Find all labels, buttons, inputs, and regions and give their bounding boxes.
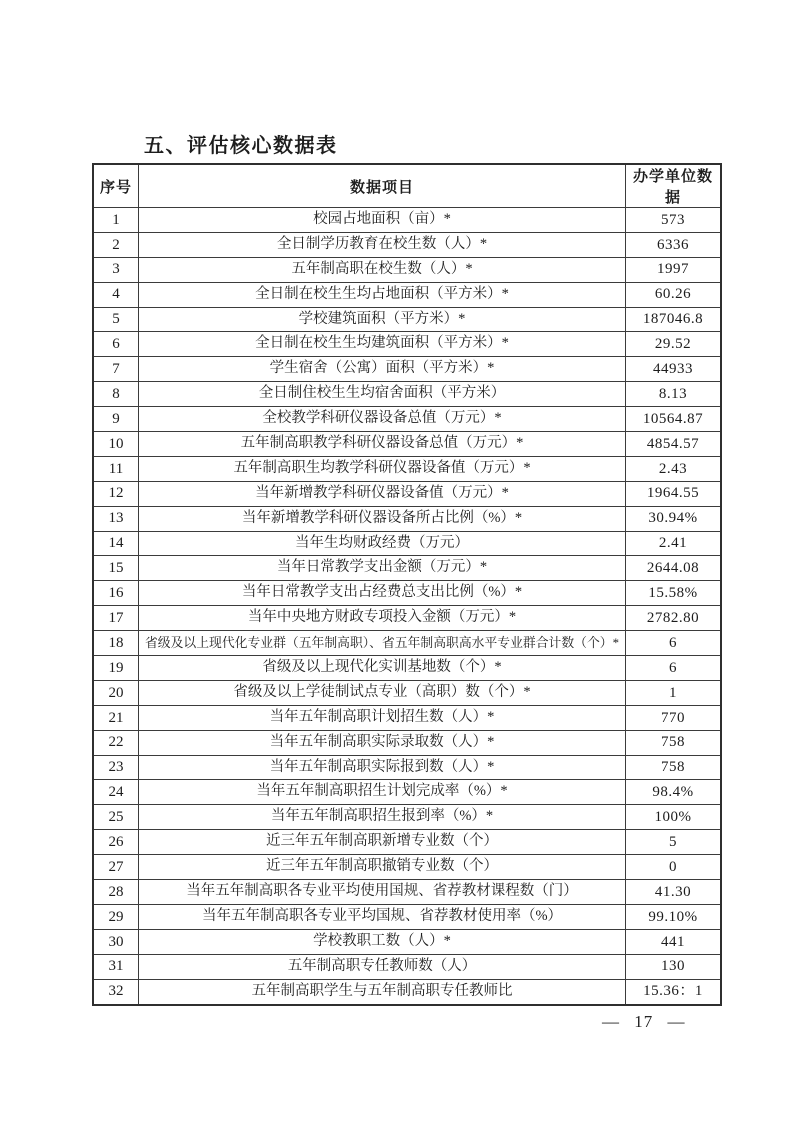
table-row	[93, 556, 721, 581]
row-value: 1	[626, 680, 722, 705]
row-item: 五年制高职在校生数（人）*	[139, 257, 626, 282]
row-value: 5	[626, 830, 722, 855]
row-value: 1997	[626, 257, 722, 282]
row-value: 100%	[626, 805, 722, 830]
table-row	[93, 880, 721, 905]
table-row	[93, 407, 721, 432]
row-number: 1	[93, 208, 139, 233]
table-row	[93, 357, 721, 382]
row-number: 9	[93, 407, 139, 432]
row-item: 当年新增教学科研仪器设备所占比例（%）*	[139, 506, 626, 531]
row-number: 30	[93, 929, 139, 954]
row-item: 当年五年制高职实际报到数（人）*	[139, 755, 626, 780]
row-item: 当年生均财政经费（万元）	[139, 531, 626, 556]
row-number: 13	[93, 506, 139, 531]
row-number: 25	[93, 805, 139, 830]
row-item: 省级及以上现代化专业群（五年制高职）、省五年制高职高水平专业群合计数（个）*	[139, 631, 626, 656]
table-row	[93, 755, 721, 780]
row-value: 41.30	[626, 880, 722, 905]
row-number: 17	[93, 606, 139, 631]
table-row	[93, 481, 721, 506]
row-number: 20	[93, 680, 139, 705]
table-row	[93, 382, 721, 407]
row-item: 当年新增教学科研仪器设备值（万元）*	[139, 481, 626, 506]
table-row	[93, 954, 721, 979]
row-item: 学校建筑面积（平方米）*	[139, 307, 626, 332]
row-value: 6336	[626, 232, 722, 257]
table-row	[93, 631, 721, 656]
row-number: 16	[93, 581, 139, 606]
row-number: 26	[93, 830, 139, 855]
row-number: 6	[93, 332, 139, 357]
row-item: 五年制高职教学科研仪器设备总值（万元）*	[139, 432, 626, 457]
row-value: 2.41	[626, 531, 722, 556]
row-number: 23	[93, 755, 139, 780]
table-row	[93, 432, 721, 457]
row-item: 省级及以上学徒制试点专业（高职）数（个）*	[139, 680, 626, 705]
page-number: — 17 —	[602, 1012, 686, 1031]
row-number: 15	[93, 556, 139, 581]
row-value: 30.94%	[626, 506, 722, 531]
row-item: 五年制高职专任教师数（人）	[139, 954, 626, 979]
table-row	[93, 332, 721, 357]
table-row	[93, 805, 721, 830]
row-item: 学校教职工数（人）*	[139, 929, 626, 954]
row-value: 98.4%	[626, 780, 722, 805]
row-value: 2644.08	[626, 556, 722, 581]
row-number: 12	[93, 481, 139, 506]
row-number: 8	[93, 382, 139, 407]
table-body	[93, 208, 721, 1005]
row-number: 31	[93, 954, 139, 979]
row-item: 五年制高职学生与五年制高职专任教师比	[139, 979, 626, 1004]
row-number: 27	[93, 855, 139, 880]
table-row	[93, 208, 721, 233]
row-value: 758	[626, 730, 722, 755]
row-item: 当年五年制高职各专业平均国规、省荐教材使用率（%）	[139, 904, 626, 929]
row-value: 130	[626, 954, 722, 979]
row-number: 21	[93, 705, 139, 730]
row-value: 60.26	[626, 282, 722, 307]
row-item: 全日制住校生生均宿舍面积（平方米）	[139, 382, 626, 407]
table-row	[93, 855, 721, 880]
row-value: 2.43	[626, 456, 722, 481]
row-number: 18	[93, 631, 139, 656]
table-row	[93, 904, 721, 929]
header-data-item: 数据项目	[139, 164, 626, 208]
table-header	[93, 164, 721, 208]
row-number: 22	[93, 730, 139, 755]
row-value: 770	[626, 705, 722, 730]
row-number: 7	[93, 357, 139, 382]
table-row	[93, 730, 721, 755]
row-item: 全日制在校生生均占地面积（平方米）*	[139, 282, 626, 307]
row-item: 省级及以上现代化实训基地数（个）*	[139, 656, 626, 681]
table-row	[93, 531, 721, 556]
table-row	[93, 979, 721, 1004]
row-number: 4	[93, 282, 139, 307]
row-number: 14	[93, 531, 139, 556]
row-item: 全日制在校生生均建筑面积（平方米）*	[139, 332, 626, 357]
row-value: 441	[626, 929, 722, 954]
row-number: 28	[93, 880, 139, 905]
row-value: 4854.57	[626, 432, 722, 457]
row-item: 学生宿舍（公寓）面积（平方米）*	[139, 357, 626, 382]
row-value: 6	[626, 631, 722, 656]
row-number: 32	[93, 979, 139, 1004]
row-value: 99.10%	[626, 904, 722, 929]
row-value: 0	[626, 855, 722, 880]
row-value: 15.58%	[626, 581, 722, 606]
row-item: 近三年五年制高职撤销专业数（个）	[139, 855, 626, 880]
table-row	[93, 232, 721, 257]
table-row	[93, 456, 721, 481]
row-item: 全日制学历教育在校生数（人）*	[139, 232, 626, 257]
row-number: 11	[93, 456, 139, 481]
row-item: 当年五年制高职各专业平均使用国规、省荐教材课程数（门）	[139, 880, 626, 905]
row-number: 3	[93, 257, 139, 282]
table-row	[93, 705, 721, 730]
row-number: 24	[93, 780, 139, 805]
table-row	[93, 307, 721, 332]
row-value: 758	[626, 755, 722, 780]
row-item: 当年五年制高职招生报到率（%）*	[139, 805, 626, 830]
row-value: 2782.80	[626, 606, 722, 631]
row-value: 187046.8	[626, 307, 722, 332]
table-row	[93, 606, 721, 631]
row-value: 573	[626, 208, 722, 233]
row-item: 五年制高职生均教学科研仪器设备值（万元）*	[139, 456, 626, 481]
row-item: 近三年五年制高职新增专业数（个）	[139, 830, 626, 855]
table-row	[93, 929, 721, 954]
row-value: 10564.87	[626, 407, 722, 432]
row-value: 44933	[626, 357, 722, 382]
row-item: 当年五年制高职计划招生数（人）*	[139, 705, 626, 730]
row-item: 校园占地面积（亩）*	[139, 208, 626, 233]
table-header-row	[93, 164, 721, 208]
row-number: 5	[93, 307, 139, 332]
row-item: 当年中央地方财政专项投入金额（万元）*	[139, 606, 626, 631]
row-item: 当年五年制高职招生计划完成率（%）*	[139, 780, 626, 805]
row-item: 全校教学科研仪器设备总值（万元）*	[139, 407, 626, 432]
row-value: 1964.55	[626, 481, 722, 506]
core-data-table	[92, 163, 722, 1006]
table-row	[93, 257, 721, 282]
row-number: 10	[93, 432, 139, 457]
table-row	[93, 506, 721, 531]
row-item: 当年五年制高职实际录取数（人）*	[139, 730, 626, 755]
table-row	[93, 581, 721, 606]
table-row	[93, 830, 721, 855]
row-value: 29.52	[626, 332, 722, 357]
header-unit-data: 办学单位数据	[626, 164, 722, 208]
table-row	[93, 780, 721, 805]
row-number: 29	[93, 904, 139, 929]
row-value: 8.13	[626, 382, 722, 407]
row-value: 6	[626, 656, 722, 681]
header-serial-number: 序号	[93, 164, 139, 208]
table-row	[93, 680, 721, 705]
row-item: 当年日常教学支出占经费总支出比例（%）*	[139, 581, 626, 606]
row-number: 2	[93, 232, 139, 257]
page-title: 五、评估核心数据表	[144, 135, 338, 157]
row-item: 当年日常教学支出金额（万元）*	[139, 556, 626, 581]
table-row	[93, 656, 721, 681]
row-number: 19	[93, 656, 139, 681]
table-row	[93, 282, 721, 307]
row-value: 15.36：1	[626, 979, 722, 1004]
